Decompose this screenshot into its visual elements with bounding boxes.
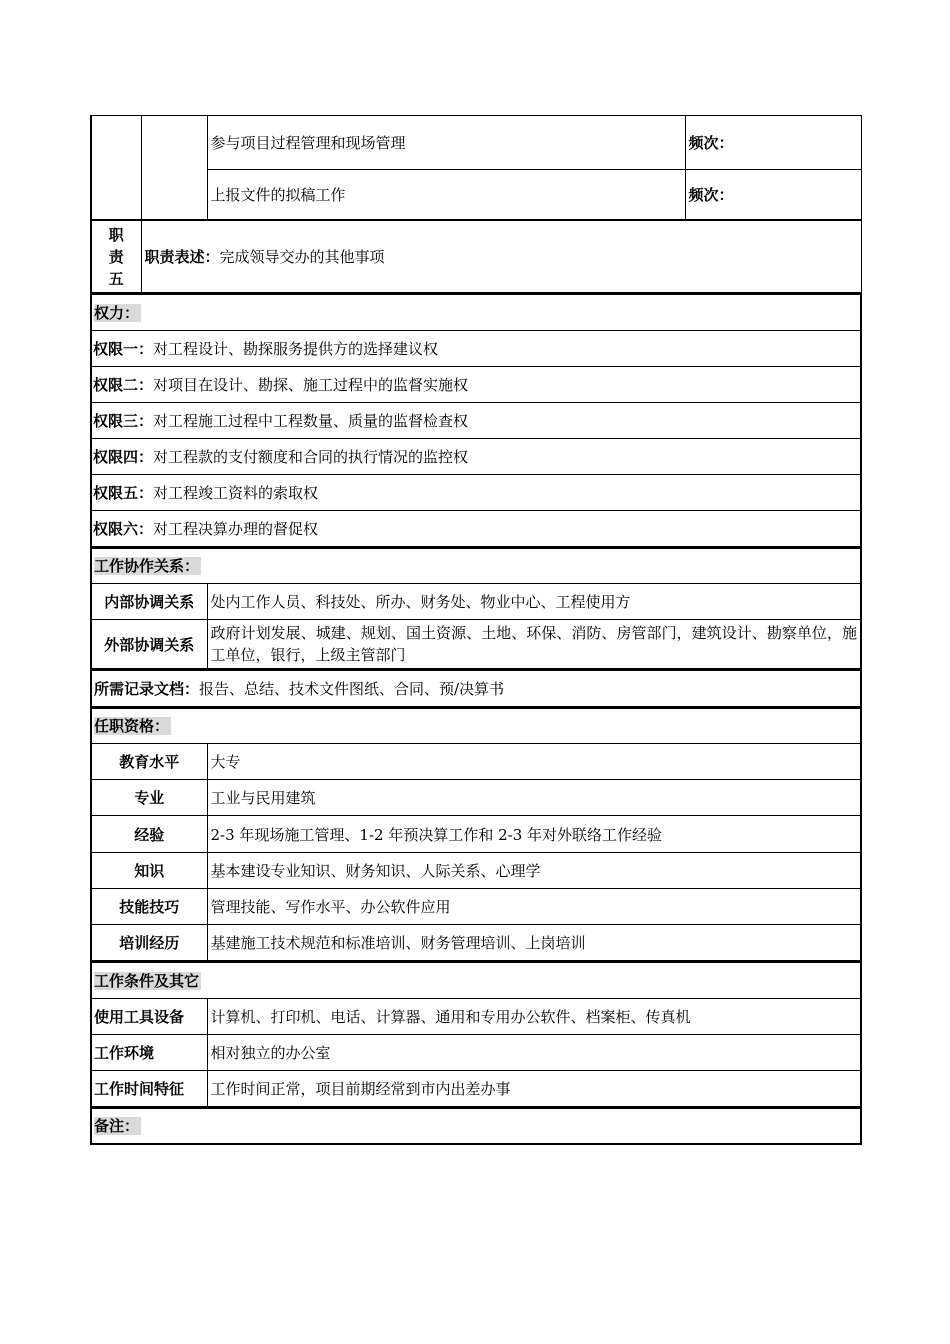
condition-label: 工作环境 (91, 1034, 207, 1070)
authority-item-text: 对工程竣工资料的索取权 (153, 483, 319, 502)
authority-item-label: 权限四： (93, 447, 154, 466)
duty-five-desc-text: 完成领导交办的其他事项 (219, 248, 385, 266)
qualification-label: 专业 (91, 780, 207, 816)
authority-item-label: 权限三： (93, 411, 154, 430)
duty-task: 参与项目过程管理和现场管理 (207, 116, 685, 170)
qualifications-table (90, 707, 862, 962)
internal-coordination-text: 处内工作人员、科技处、所办、财务处、物业中心、工程使用方 (207, 584, 861, 620)
authority-item-text: 对工程设计、勘探服务提供方的选择建议权 (153, 339, 439, 358)
duties-table (90, 115, 862, 220)
job-description-sheet (90, 115, 860, 1145)
qualification-text: 大专 (207, 744, 861, 780)
remarks-cell (91, 1108, 861, 1144)
authority-table (90, 293, 862, 547)
qualification-text: 基建施工技术规范和标准培训、财务管理培训、上岗培训 (207, 925, 861, 961)
qualification-label: 经验 (91, 816, 207, 853)
duty-five-char: 五 (108, 269, 124, 288)
qualification-label: 技能技巧 (91, 889, 207, 925)
authority-item-label: 权限一： (93, 339, 154, 358)
qualification-text: 工业与民用建筑 (207, 780, 861, 816)
external-coordination-text: 政府计划发展、城建、规划、国土资源、土地、环保、消防、房管部门，建筑设计、勘察单位，施工单位，银行，上级主管部门 (207, 620, 861, 669)
authority-heading: 权力： (94, 303, 140, 322)
duty-row (91, 116, 861, 170)
records-table (90, 669, 862, 707)
duty-sub-cell (141, 116, 207, 220)
duty-five-label (91, 221, 141, 293)
qualification-text: 2-3 年现场施工管理、1-2 年预决算工作和 2-3 年对外联络工作经验 (207, 816, 861, 853)
remarks-heading: 备注： (94, 1117, 140, 1135)
condition-text: 相对独立的办公室 (207, 1034, 861, 1070)
cooperation-heading: 工作协作关系： (94, 557, 200, 576)
qualification-label: 知识 (91, 853, 207, 889)
duty-row (91, 170, 861, 220)
authority-item-label: 权限五： (93, 483, 154, 502)
records-text: 报告、总结、技术文件图纸、合同、预/决算书 (199, 679, 505, 698)
conditions-heading-cell (91, 962, 861, 998)
condition-text: 工作时间正常，项目前期经常到市内出差办事 (207, 1070, 861, 1106)
qualification-text: 管理技能、写作水平、办公软件应用 (207, 889, 861, 925)
duty-frequency: 频次： (685, 170, 861, 220)
authority-item (91, 438, 861, 474)
duty-five-table (90, 220, 862, 293)
authority-item-text: 对工程款的支付额度和合同的执行情况的监控权 (153, 447, 469, 466)
conditions-table (90, 961, 862, 1107)
qualifications-heading: 任职资格： (94, 717, 170, 736)
duty-frequency: 频次： (685, 116, 861, 170)
remarks-table (90, 1107, 862, 1145)
qualification-label: 教育水平 (91, 744, 207, 780)
authority-item-text: 对工程决算办理的督促权 (153, 519, 319, 538)
authority-item (91, 474, 861, 510)
internal-coordination-label: 内部协调关系 (91, 584, 207, 620)
authority-item-text: 对工程施工过程中工程数量、质量的监督检查权 (153, 411, 469, 430)
qualification-label: 培训经历 (91, 925, 207, 961)
authority-item-label: 权限二： (93, 375, 154, 394)
cooperation-table (90, 547, 862, 670)
duty-task: 上报文件的拟稿工作 (207, 170, 685, 220)
condition-label: 使用工具设备 (91, 998, 207, 1034)
cooperation-heading-cell (91, 548, 861, 584)
qualifications-heading-cell (91, 708, 861, 744)
records-cell (91, 670, 861, 706)
duty-five-char: 职 (108, 225, 124, 244)
duty-five-char: 责 (108, 247, 124, 266)
condition-text: 计算机、打印机、电话、计算器、通用和专用办公软件、档案柜、传真机 (207, 998, 861, 1034)
external-coordination-label: 外部协调关系 (91, 620, 207, 669)
authority-item (91, 366, 861, 402)
duty-five-description (141, 221, 861, 293)
records-label: 所需记录文档： (94, 679, 200, 698)
authority-item (91, 402, 861, 438)
authority-item (91, 510, 861, 546)
conditions-heading: 工作条件及其它 (94, 971, 200, 990)
qualification-text: 基本建设专业知识、财务知识、人际关系、心理学 (207, 853, 861, 889)
authority-heading-cell (91, 294, 861, 330)
condition-label: 工作时间特征 (91, 1070, 207, 1106)
authority-item-text: 对项目在设计、勘探、施工过程中的监督实施权 (153, 375, 469, 394)
duty-number-cell (91, 116, 141, 220)
authority-item-label: 权限六： (93, 519, 154, 538)
duty-five-desc-label: 职责表述： (144, 248, 220, 266)
authority-item (91, 330, 861, 366)
